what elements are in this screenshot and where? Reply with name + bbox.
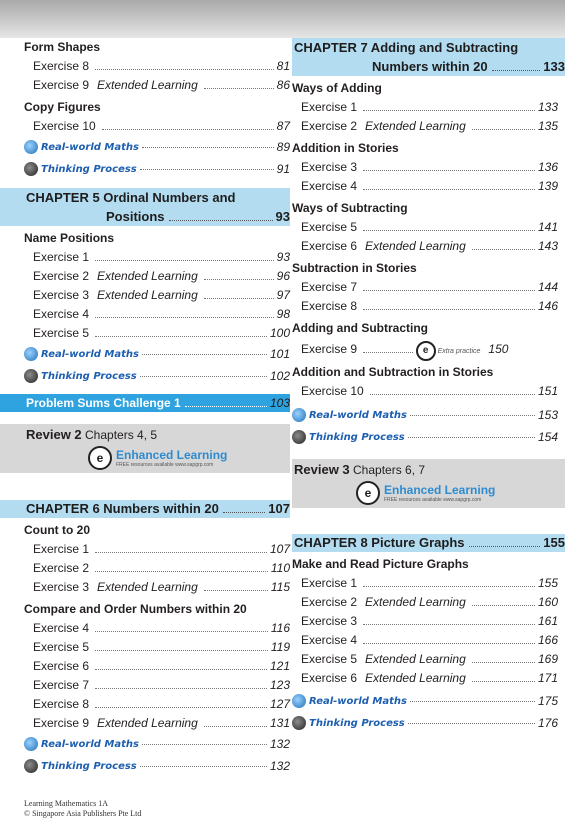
page-number: 155 — [537, 576, 558, 590]
feature-label: Real-world Maths — [41, 348, 139, 360]
page-number: 91 — [276, 162, 290, 176]
page-number: 116 — [270, 621, 290, 635]
page-number: 169 — [537, 652, 558, 666]
feature-row[interactable] — [24, 158, 290, 180]
extra-practice-icon: e — [416, 341, 436, 361]
feature-row[interactable] — [292, 712, 558, 734]
toc-row[interactable] — [292, 117, 558, 136]
extended-learning-label: Extended Learning — [365, 671, 466, 685]
feature-label: Thinking Process — [309, 431, 405, 443]
page-number: 154 — [537, 430, 558, 444]
chapter-8-heading[interactable] — [292, 534, 565, 552]
real-world-maths-icon — [292, 694, 306, 708]
section-heading: Adding and Subtracting — [292, 321, 428, 335]
review-2-box[interactable] — [0, 424, 290, 473]
page-number: 98 — [276, 307, 290, 321]
page-number: 87 — [276, 119, 290, 133]
feature-row[interactable] — [292, 404, 558, 426]
page-number: 133 — [537, 100, 558, 114]
exercise-label: Exercise 2 — [33, 561, 90, 575]
real-world-maths-icon — [292, 408, 306, 422]
toc-row[interactable] — [24, 619, 290, 638]
exercise-label: Exercise 2 — [33, 269, 90, 283]
exercise-label: Exercise 3 — [301, 160, 358, 174]
toc-row[interactable] — [24, 76, 290, 95]
page-number: 110 — [270, 561, 290, 575]
page-number: 143 — [537, 239, 558, 253]
exercise-label: Exercise 1 — [301, 576, 358, 590]
toc-row[interactable] — [24, 267, 290, 286]
badge-title: Enhanced Learning — [116, 448, 228, 462]
thinking-process-icon — [292, 430, 306, 444]
exercise-label: Exercise 3 — [33, 580, 90, 594]
toc-row[interactable] — [24, 638, 290, 657]
exercise-label: Exercise 5 — [301, 220, 358, 234]
toc-right-column — [292, 38, 565, 734]
extended-learning-label: Extended Learning — [365, 119, 466, 133]
page-number: 123 — [269, 678, 290, 692]
real-world-maths-icon — [24, 737, 38, 751]
exercise-label: Exercise 8 — [33, 697, 90, 711]
feature-row[interactable] — [292, 690, 558, 712]
exercise-label: Exercise 5 — [33, 326, 90, 340]
exercise-label: Exercise 3 — [33, 288, 90, 302]
review-3-box[interactable] — [292, 459, 565, 508]
enhanced-learning-badge — [88, 446, 227, 470]
review-title: Review 2 — [26, 427, 82, 442]
badge-subtitle: FREE resources available www.sapgrp.com — [116, 462, 214, 468]
feature-label: Real-world Maths — [41, 141, 139, 153]
chapter-5-heading[interactable] — [0, 188, 290, 226]
page-number: 166 — [537, 633, 558, 647]
toc-row[interactable] — [24, 324, 290, 343]
enhanced-learning-icon: e — [88, 446, 112, 470]
page-number: 155 — [543, 535, 565, 550]
extended-learning-label: Extended Learning — [365, 595, 466, 609]
toc-row[interactable] — [292, 631, 558, 650]
toc-row[interactable] — [292, 278, 558, 297]
feature-label: Thinking Process — [41, 370, 137, 382]
toc-row[interactable] — [24, 559, 290, 578]
section-heading: Make and Read Picture Graphs — [292, 557, 469, 571]
toc-row[interactable] — [292, 382, 558, 401]
page-number: 139 — [537, 179, 558, 193]
page-number: 176 — [537, 716, 558, 730]
section-heading: Copy Figures — [24, 100, 101, 114]
toc-row[interactable] — [292, 338, 558, 360]
page-number: 132 — [269, 737, 290, 751]
page-number: 150 — [488, 342, 509, 356]
chapter-title: CHAPTER 6 Numbers within 20 — [26, 501, 219, 516]
page-number: 97 — [276, 288, 290, 302]
exercise-label: Exercise 5 — [301, 652, 358, 666]
badge-title: Enhanced Learning — [384, 483, 496, 497]
exercise-label: Exercise 4 — [33, 307, 90, 321]
toc-left-column — [24, 38, 290, 777]
page-number: 127 — [269, 697, 290, 711]
toc-row[interactable] — [292, 650, 558, 669]
page-number: 131 — [269, 716, 290, 730]
page-number: 101 — [269, 347, 290, 361]
exercise-label: Exercise 2 — [301, 595, 358, 609]
page-number: 133 — [543, 59, 565, 74]
feature-label: Thinking Process — [309, 717, 405, 729]
page-number: 160 — [537, 595, 558, 609]
page-number: 121 — [269, 659, 290, 673]
page-number: 86 — [276, 78, 290, 92]
thinking-process-icon — [24, 369, 38, 383]
page-number: 161 — [537, 614, 558, 628]
real-world-maths-icon — [24, 347, 38, 361]
feature-row[interactable] — [292, 426, 558, 448]
page-number: 107 — [269, 542, 290, 556]
page-number: 103 — [269, 396, 290, 410]
page-number: 146 — [537, 299, 558, 313]
section-heading: Count to 20 — [24, 523, 90, 537]
page-number: 132 — [269, 759, 290, 773]
exercise-label: Exercise 4 — [301, 179, 358, 193]
footer-copyright: © Singapore Asia Publishers Pte Ltd — [24, 809, 142, 818]
extra-practice-label: Extra practice — [437, 348, 481, 355]
section-heading: Subtraction in Stories — [292, 261, 417, 275]
exercise-label: Exercise 10 — [301, 384, 364, 398]
exercise-label: Exercise 1 — [33, 250, 90, 264]
problem-sums-challenge-heading[interactable] — [0, 394, 290, 412]
toc-row[interactable] — [24, 305, 290, 324]
enhanced-learning-badge — [356, 481, 495, 505]
page-number: 81 — [276, 59, 290, 73]
toc-row[interactable] — [24, 714, 290, 733]
exercise-label: Exercise 4 — [301, 633, 358, 647]
page-number: 107 — [268, 501, 290, 516]
page-number: 89 — [276, 140, 290, 154]
page-number: 153 — [537, 408, 558, 422]
page-number: 141 — [537, 220, 558, 234]
page-number: 115 — [270, 580, 290, 594]
extended-learning-label: Extended Learning — [97, 288, 198, 302]
toc-row[interactable] — [24, 578, 290, 597]
page-number: 93 — [275, 209, 290, 224]
review-chapters: Chapters 6, 7 — [353, 463, 426, 477]
page-number: 144 — [537, 280, 558, 294]
exercise-label: Exercise 7 — [301, 280, 358, 294]
toc-row[interactable] — [292, 669, 558, 688]
exercise-label: Exercise 6 — [33, 659, 90, 673]
feature-row[interactable] — [24, 136, 290, 158]
page-number: 151 — [537, 384, 558, 398]
toc-row[interactable] — [292, 574, 558, 593]
chapter-7-heading[interactable] — [292, 38, 565, 76]
toc-row[interactable] — [292, 158, 558, 177]
real-world-maths-icon — [24, 140, 38, 154]
toc-row[interactable] — [292, 297, 558, 316]
feature-row[interactable] — [24, 733, 290, 755]
toc-row[interactable] — [24, 657, 290, 676]
exercise-label: Exercise 8 — [33, 59, 90, 73]
chapter-title: CHAPTER 7 Adding and Subtracting — [294, 40, 519, 55]
badge-subtitle: FREE resources available www.sapgrp.com — [384, 497, 482, 503]
top-banner — [0, 0, 565, 38]
review-title: Review 3 — [294, 462, 350, 477]
footer — [24, 799, 141, 819]
feature-row[interactable] — [24, 755, 290, 777]
toc-row[interactable] — [292, 612, 558, 631]
review-chapters: Chapters 4, 5 — [85, 428, 158, 442]
toc-row[interactable] — [24, 676, 290, 695]
toc-row[interactable] — [24, 57, 290, 76]
extended-learning-label: Extended Learning — [97, 580, 198, 594]
toc-row[interactable] — [24, 117, 290, 136]
section-heading: Ways of Adding — [292, 81, 382, 95]
toc-row[interactable] — [24, 695, 290, 714]
exercise-label: Exercise 6 — [301, 239, 358, 253]
exercise-label: Exercise 6 — [301, 671, 358, 685]
section-heading: Form Shapes — [24, 40, 101, 54]
extended-learning-label: Extended Learning — [365, 239, 466, 253]
exercise-label: Exercise 1 — [301, 100, 358, 114]
exercise-label: Exercise 9 — [33, 78, 90, 92]
extended-learning-label: Extended Learning — [97, 269, 198, 283]
exercise-label: Exercise 9 — [301, 342, 358, 356]
toc-row[interactable] — [292, 98, 558, 117]
toc-row[interactable] — [24, 286, 290, 305]
thinking-process-icon — [292, 716, 306, 730]
page-number: 93 — [276, 250, 290, 264]
exercise-label: Exercise 5 — [33, 640, 90, 654]
exercise-label: Exercise 3 — [301, 614, 358, 628]
page-number: 96 — [276, 269, 290, 283]
exercise-label: Exercise 1 — [33, 542, 90, 556]
extended-learning-label: Extended Learning — [97, 716, 198, 730]
chapter-title-cont: Positions — [106, 209, 165, 224]
page-number: 119 — [270, 640, 290, 654]
section-heading: Addition in Stories — [292, 141, 399, 155]
feature-row[interactable] — [24, 365, 290, 387]
page-number: 100 — [269, 326, 290, 340]
thinking-process-icon — [24, 759, 38, 773]
chapter-6-heading[interactable] — [0, 500, 290, 518]
page-number: 102 — [269, 369, 290, 383]
page-number: 136 — [537, 160, 558, 174]
exercise-label: Exercise 2 — [301, 119, 358, 133]
page-number: 135 — [537, 119, 558, 133]
enhanced-learning-icon: e — [356, 481, 380, 505]
extended-learning-label: Extended Learning — [97, 78, 198, 92]
exercise-label: Exercise 4 — [33, 621, 90, 635]
chapter-title: CHAPTER 5 Ordinal Numbers and — [26, 190, 236, 205]
chapter-title-cont: Numbers within 20 — [372, 59, 488, 74]
feature-label: Real-world Maths — [309, 409, 407, 421]
chapter-title: CHAPTER 8 Picture Graphs — [294, 535, 465, 550]
thinking-process-icon — [24, 162, 38, 176]
exercise-label: Exercise 8 — [301, 299, 358, 313]
page-number: 175 — [537, 694, 558, 708]
toc-row[interactable] — [292, 177, 558, 196]
feature-label: Thinking Process — [41, 760, 137, 772]
section-heading: Ways of Subtracting — [292, 201, 408, 215]
exercise-label: Exercise 7 — [33, 678, 90, 692]
section-heading: Compare and Order Numbers within 20 — [24, 602, 247, 616]
exercise-label: Exercise 10 — [33, 119, 96, 133]
toc-row[interactable] — [24, 540, 290, 559]
feature-label: Real-world Maths — [309, 695, 407, 707]
section-heading: Addition and Subtraction in Stories — [292, 365, 494, 379]
toc-row[interactable] — [24, 248, 290, 267]
exercise-label: Exercise 9 — [33, 716, 90, 730]
toc-row[interactable] — [292, 218, 558, 237]
psc-label: Problem Sums Challenge 1 — [26, 396, 181, 410]
section-heading: Name Positions — [24, 231, 115, 245]
feature-label: Thinking Process — [41, 163, 137, 175]
toc-row[interactable] — [292, 593, 558, 612]
feature-row[interactable] — [24, 343, 290, 365]
toc-row[interactable] — [292, 237, 558, 256]
extended-learning-label: Extended Learning — [365, 652, 466, 666]
page-number: 171 — [537, 671, 558, 685]
feature-label: Real-world Maths — [41, 738, 139, 750]
footer-book-title: Learning Mathematics 1A — [24, 799, 108, 808]
